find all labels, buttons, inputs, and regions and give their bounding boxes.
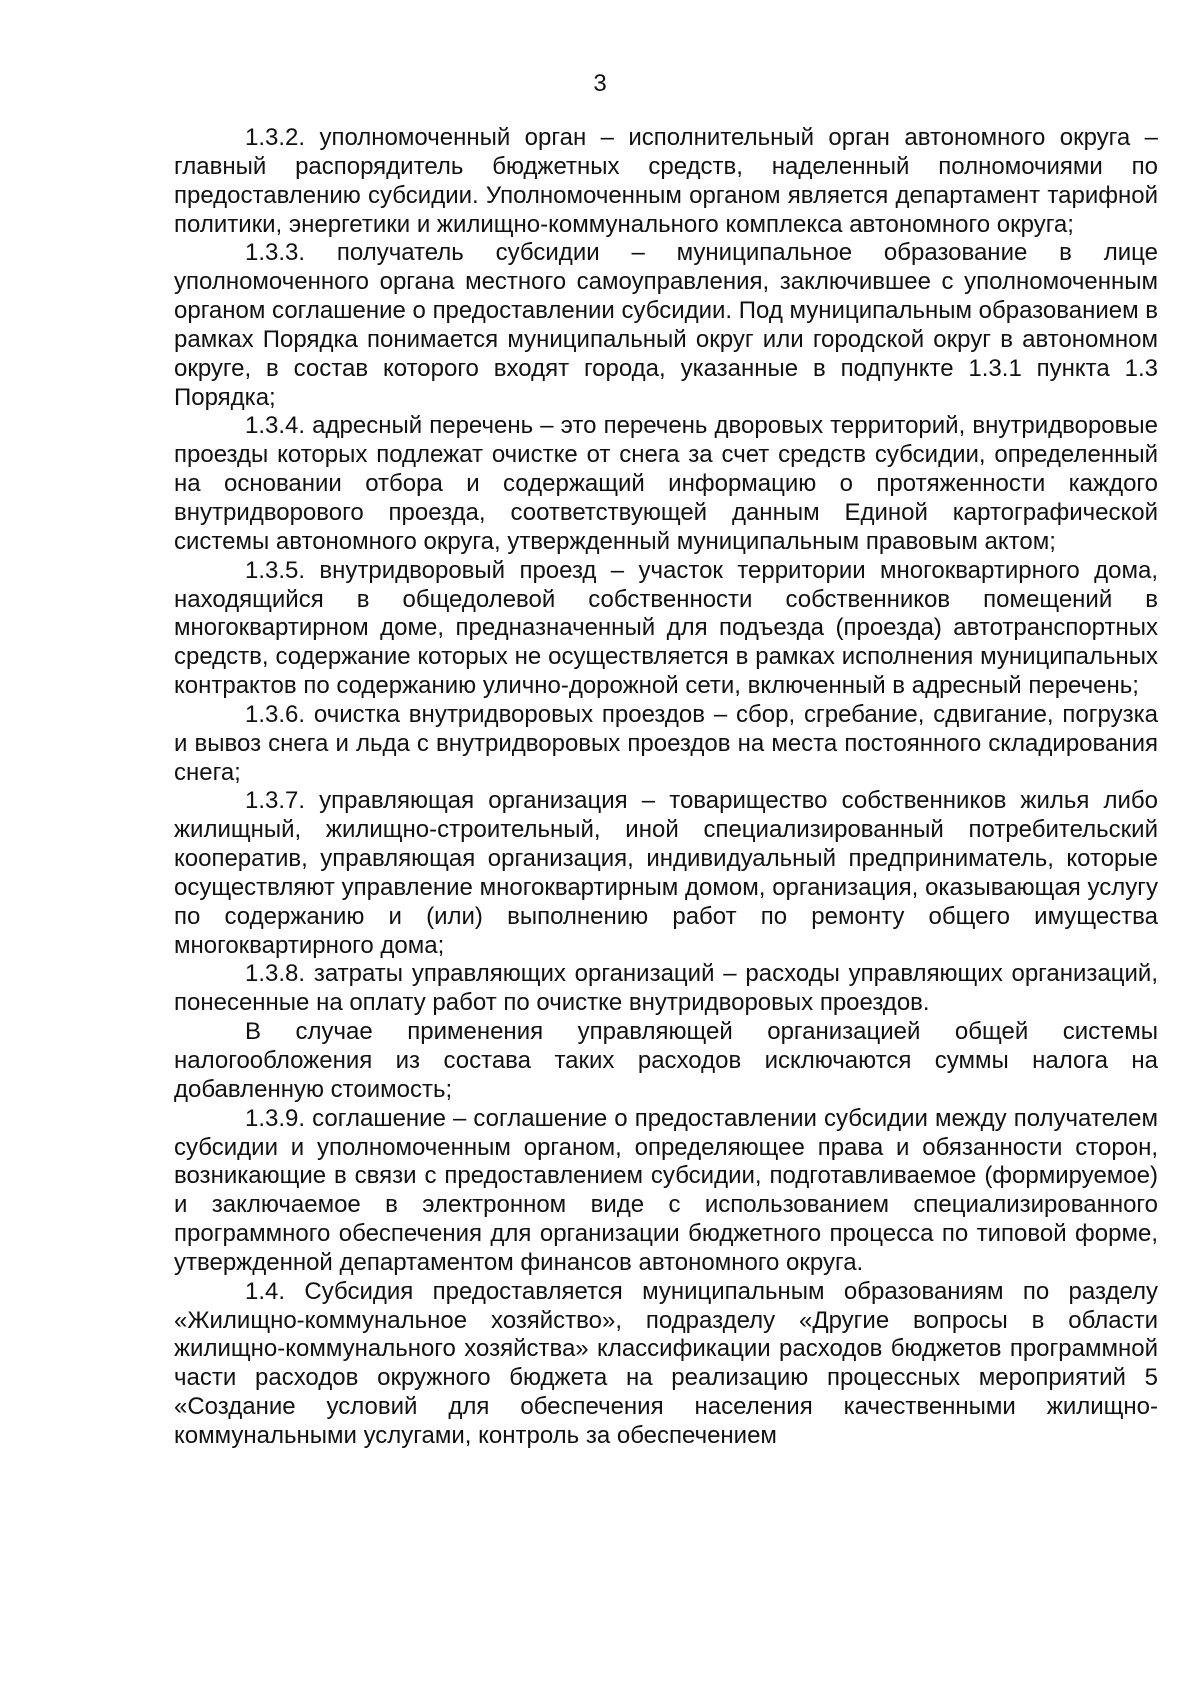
- paragraph-1-3-9: 1.3.9. соглашение – соглашение о предоставлении субсидии между получателем субсидии и уполномоченным органом, определяющее права и обязанности сторон, возникающие в связи с предоставлением субсидии, подготавливаемое (формируемое) и заключаемое в электронном виде с использованием специализированного программного обеспечения для организации бюджетного процесса по типовой форме, утвержденной департаментом финансов автономного округа.: [174, 1104, 1158, 1276]
- paragraph-1-3-5: 1.3.5. внутридворовый проезд – участок территории многоквартирного дома, находящийся в общедолевой собственности собственников помещений в многоквартирном доме, предназначенный для подъезда (проезда) автотранспортных средств, содержание которых не осуществляется в рамках исполнения муниципальных контрактов по содержанию улично-дорожной сети, включенный в адресный перечень;: [174, 556, 1158, 700]
- paragraph-1-3-4: 1.3.4. адресный перечень – это перечень дворовых территорий, внутридворовые проезды которых подлежат очистке от снега за счет средств субсидии, определенный на основании отбора и содержащий информацию о протяженности каждого внутридворового проезда, соответствующей данным Единой картографической системы автономного округа, утвержденный муниципальным правовым актом;: [174, 412, 1158, 555]
- paragraph-1-3-2: 1.3.2. уполномоченный орган – исполнительный орган автономного округа – главный распорядитель бюджетных средств, наделенный полномочиями по предоставлению субсидии. Уполномоченным органом является департамент тарифной политики, энергетики и жилищно-коммунального комплекса автономного округа;: [174, 124, 1158, 238]
- paragraph-1-4: 1.4. Субсидия предоставляется муниципальным образованиям по разделу «Жилищно-коммунальное хозяйство», подразделу «Другие вопросы в области жилищно-коммунального хозяйства» классификации расходов бюджетов программной части расходов окружного бюджета на реализацию процессных мероприятий 5 «Создание условий для обеспечения населения качественными жилищно-коммунальными услугами, контроль за обеспечением: [174, 1277, 1158, 1449]
- paragraph-vat-note: В случае применения управляющей организацией общей системы налогообложения из состава таких расходов исключаются суммы налога на добавленную стоимость;: [174, 1018, 1158, 1103]
- document-body: [174, 124, 1158, 1451]
- page-number: 3: [593, 70, 607, 97]
- paragraph-1-3-8: 1.3.8. затраты управляющих организаций – расходы управляющих организаций, понесенные на оплату работ по очистке внутридворовых проездов.: [174, 960, 1158, 1017]
- paragraph-1-3-7: 1.3.7. управляющая организация – товарищество собственников жилья либо жилищный, жилищно-строительный, иной специализированный потребительский кооператив, управляющая организация, индивидуальный предприниматель, которые осуществляют управление многоквартирным домом, организация, оказывающая услугу по содержанию и (или) выполнению работ по ремонту общего имущества многоквартирного дома;: [174, 787, 1158, 959]
- paragraph-1-3-3: 1.3.3. получатель субсидии – муниципальное образование в лице уполномоченного органа местного самоуправления, заключившее с уполномоченным органом соглашение о предоставлении субсидии. Под муниципальным образованием в рамках Порядка понимается муниципальный округ или городской округ в автономном округе, в состав которого входят города, указанные в подпункте 1.3.1 пункта 1.3 Порядка;: [174, 239, 1158, 411]
- paragraph-1-3-6: 1.3.6. очистка внутридворовых проездов – сбор, сгребание, сдвигание, погрузка и вывоз снега и льда с внутридворовых проездов на места постоянного складирования снега;: [174, 700, 1158, 786]
